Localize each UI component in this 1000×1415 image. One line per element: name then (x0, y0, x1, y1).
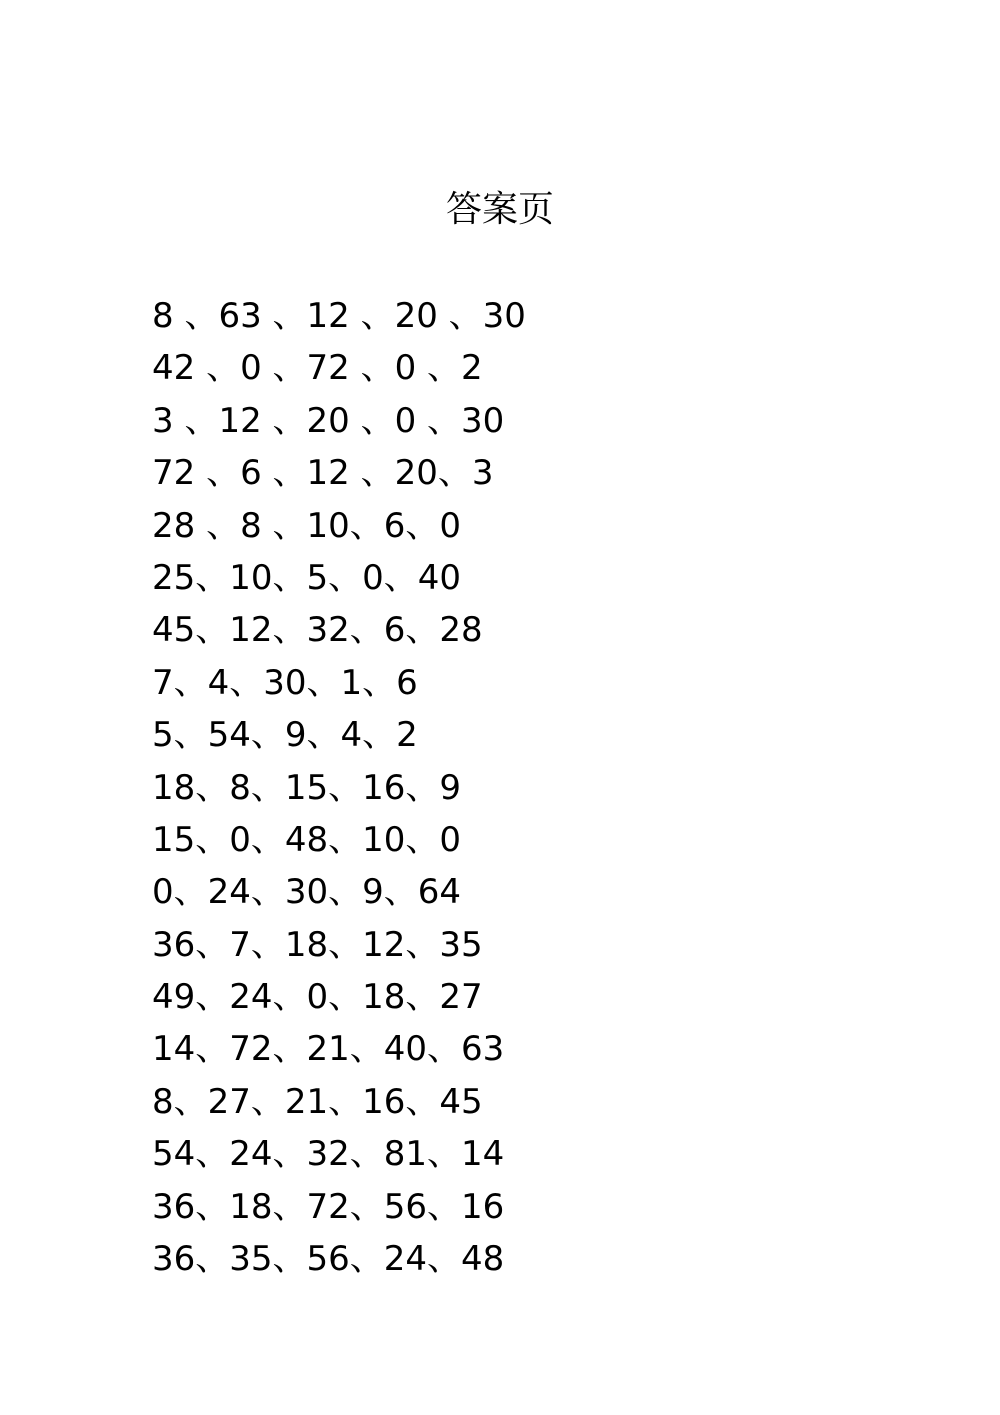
answer-line-17: 54、24、32、81、14 (152, 1134, 505, 1175)
answer-line-18: 36、18、72、56、16 (152, 1186, 505, 1227)
answer-list (152, 290, 526, 1285)
answer-line-19: 36、35、56、24、48 (152, 1239, 505, 1280)
answer-line-5: 28 、8 、10、6、0 (152, 505, 462, 546)
answer-line-3: 3 、12 、20 、0 、30 (152, 400, 505, 441)
answer-line-6: 25、10、5、0、40 (152, 557, 462, 598)
answer-line-10: 18、8、15、16、9 (152, 767, 462, 808)
answer-line-1: 8 、63 、12 、20 、30 (152, 296, 526, 336)
answer-line-2: 42 、0 、72 、0 、2 (152, 348, 483, 389)
answer-line-8: 7、4、30、1、6 (152, 662, 418, 703)
answer-line-9: 5、54、9、4、2 (152, 715, 418, 756)
answer-line-7: 45、12、32、6、28 (152, 610, 483, 651)
answer-line-11: 15、0、48、10、0 (152, 819, 462, 860)
answer-line-12: 0、24、30、9、64 (152, 872, 462, 913)
answer-line-4: 72 、6 、12 、20、3 (152, 453, 494, 494)
answer-line-13: 36、7、18、12、35 (152, 924, 483, 965)
answer-line-14: 49、24、0、18、27 (152, 977, 483, 1018)
page-title: 答案页 (445, 189, 554, 230)
answer-line-16: 8、27、21、16、45 (152, 1081, 483, 1122)
answer-line-15: 14、72、21、40、63 (152, 1029, 505, 1070)
